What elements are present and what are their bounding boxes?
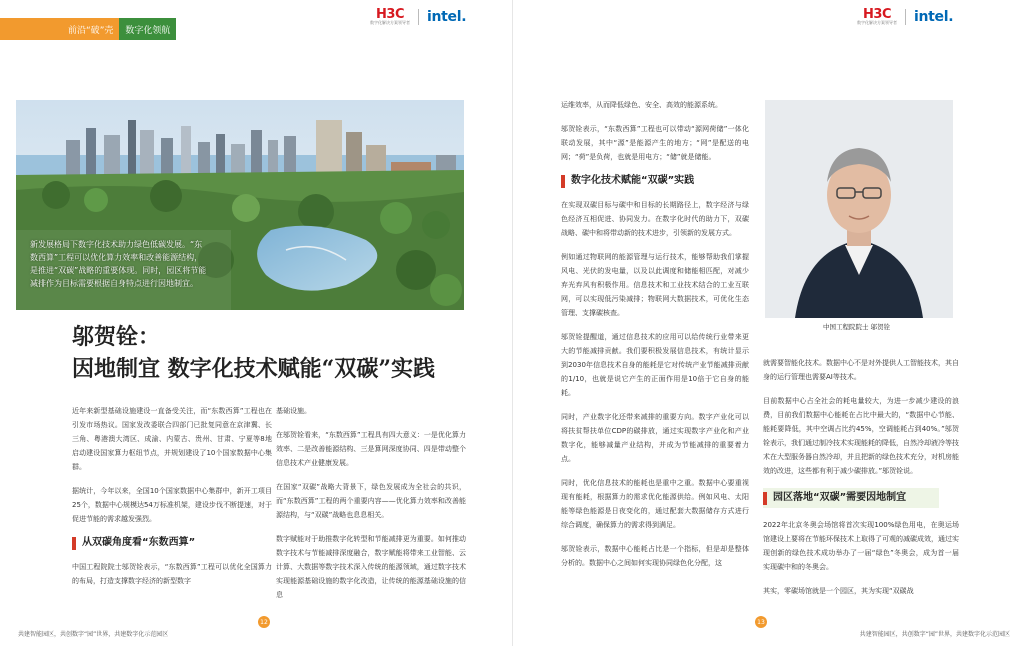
paragraph: 据统计，今年以来，全国10个国家数据中心集群中，新开工项目25个，数据中心规模达54万标准机架，建设步伐不断提速，对于促进节能的需求越发强烈。 [72,487,272,523]
paragraph: 同时，优化信息技术的能耗也是重中之重。数据中心要重视现有能耗，根据算力的需求优化能源供给。例如风电、太阳能等绿色能源是日夜变化的，通过配套大数据储存方式进行综合调度，确保算力的需求得到满足。 [561,479,749,529]
main-title: 因地制宜 数字化技术赋能“双碳”实践 [72,356,435,382]
section-tab-green: 数字化领航 [119,18,176,40]
paragraph: 同时，产业数字化还带来减排的重要方向。数字产业化可以将扶贫帮扶单位CDP的碳排放，通过实现数字产业化和产业数字化，能够减量产业结构，并成为节能减排的重要着力点。 [561,413,749,463]
paragraph: 2022年北京冬奥会场馆将首次实现100%绿色用电，在奥运场馆建设上要将在节能环保技术上取得了可观的减碳成效，通过实现创新的绿色技术成功举办了一届“绿色”冬奥会，成为首一届实现碳中和的冬奥会。 [763,521,959,571]
h3c-logo-text: H3C [376,7,404,22]
sub-heading-text: 数字化技术赋能“双碳”实践 [571,175,695,186]
footer-text-left: 共建智能园区，共创数字“园”世界，共建数字化示范园区 [18,631,169,638]
h3c-logo [857,8,897,25]
logo-divider [905,9,906,25]
page-number-right: 13 [755,616,767,628]
paragraph: 其实，零碳场馆就是一个园区，其为实现“双碳战 [763,587,914,595]
paragraph: 邬贺铨表示，“东数西算”工程也可以带动“源网荷储”一体化联动发展，其中“源”是能源产生的地方；“网”是配送的电网；“荷”是负荷，也就是用电方；“储”就是储能。 [561,125,749,161]
h3c-tagline: 数字化解决方案领导者 [370,20,410,25]
h3c-logo-text: H3C [863,7,891,22]
h3c-logo [370,8,410,25]
paragraph: 就需要智能化技术。数据中心不是对外提供人工智能技术，其自身的运行管理也需要AI等技术。 [763,359,959,381]
sub-heading-dongshu [72,536,272,550]
sub-heading-digital [561,174,749,188]
heading-accent-bar [561,175,565,188]
column-1 [72,404,272,598]
heading-accent-bar [72,537,76,550]
intel-logo: intel. [427,8,467,25]
column-2 [276,404,466,612]
h3c-tagline: 数字化解决方案领导者 [857,20,897,25]
paragraph: 邬贺铨表示，数据中心能耗占比是一个指标，但是却是整体分析的。数据中心之间如何实现协同绿色化分配，这 [561,545,749,567]
paragraph: 运维效率，从而降低绿色、安全、高效的能源系统。 [561,101,722,109]
page-number-left: 12 [258,616,270,628]
paragraph: 目前数据中心占全社会的耗电量较大，为进一步减少建设的浪费，目前我们数据中心能耗在占比中最大的，“数据中心节能、能耗要降低，其中空调占比约45%，空调能耗占到40%。”邬贺铨表示，我们通过制冷技术实现能耗的降低，自然冷却液冷等技术在大型服务器自然冷却，并且把新的绿色技术充分，对机房能效的改进，这些都有利于减少碳排放。”邬贺铨说。 [763,397,959,475]
paragraph: 例如通过物联网的能源管理与运行技术，能够帮助我们掌握风电、光伏的发电量，以及以此调度和储能相匹配，对减少弃光弃风有积极作用。信息技术和工业技术结合的工业互联网，可以实现低污染减排；物联网大数据技术，可优化生态管理、支撑碳核查。 [561,253,749,317]
portrait-illustration [765,100,953,318]
paragraph: 近年来新型基础设施建设一直备受关注，而“东数西算”工程也在引发市场热议。国家发改委联合四部门已批复同意在京津冀、长三角、粤港澳大湾区、成渝、内蒙古、贵州、甘肃、宁夏等8地启动建设国家算力枢纽节点，并规划建设了10个国家数据中心集群。 [72,407,272,471]
portrait-photo [765,100,953,318]
sub-heading-campus [763,488,939,508]
tab-prefix: 前沿“ [68,25,91,36]
paragraph: 在邬贺铨看来，“东数西算”工程具有四大意义：一是优化算力效率、二是改善能源结构、三是算网深度协同、四是带动整个信息技术产业健康发展。 [276,431,466,467]
sub-heading-text: 从双碳角度看“东数西算” [82,537,196,548]
column-4 [763,356,959,608]
partner-logos-right [857,8,953,25]
section-tab-orange [0,18,119,40]
paragraph: 邬贺铨提醒道，通过信息技术的应用可以给传统行业带来更大的节能减排贡献。我们要积极发展信息技术，有统计显示到2030年信息技术自身的能耗是它对传统产业节能减排贡献的1/10，也就是说它产生的正面作用是10倍于它自身的能耗。 [561,333,749,397]
column-3 [561,98,749,580]
tab-emphasis: 破 [90,25,100,36]
paragraph: 在实现双碳目标与碳中和目标的长期路径上，数字经济与绿色经济互相促进、协同发力。在数字化时代的助力下，双碳战略、碳中和将带动新的技术进步，引领新的发展方式。 [561,201,749,237]
tab-suffix: ”壳 [99,25,114,36]
author-name: 邬贺铨： [72,324,161,350]
logo-divider [418,9,419,25]
paragraph: 数字赋能对于助推数字化转型和节能减排更为重要。如何推动数字技术与节能减排深度融合，数字赋能将带来工业智能、云计算、大数据等数字技术深入传统的能源领域，通过数字技术实现能源基础设施的数字化改造，让传统的能源基础设施的信息 [276,535,466,599]
section-tab [0,18,176,40]
intel-logo: intel. [914,8,954,25]
partner-logos [370,8,466,25]
heading-accent-bar [763,492,767,505]
paragraph: 基础设施。 [276,407,311,415]
photo-caption: 新发展格局下数字化技术助力绿色低碳发展。“东数西算”工程可以优化算力效率和改善能源结构，是推进“双碳”战略的重要体现。同时，园区将节能减排作为目标需要根据自身特点进行因地制宜。 [30,240,207,288]
right-page [512,0,1024,646]
footer-text-right: 共建智能园区，共创数字“园”世界，共建数字化示范园区 [859,631,1010,638]
portrait-caption: 中国工程院院士 邬贺铨 [823,323,891,331]
paragraph: 在国家“双碳”战略大背景下，绿色发展成为全社会的共识，而“东数西算”工程的两个重要内容——优化算力效率和改善能源结构，与“双碳”战略也息息相关。 [276,483,466,519]
paragraph: 中国工程院院士邬贺铨表示，“东数西算”工程可以优化全国算力的布局，打造支撑数字经济的新型数字 [72,563,272,585]
sub-heading-text: 园区落地“双碳”需要因地制宜 [773,492,907,503]
